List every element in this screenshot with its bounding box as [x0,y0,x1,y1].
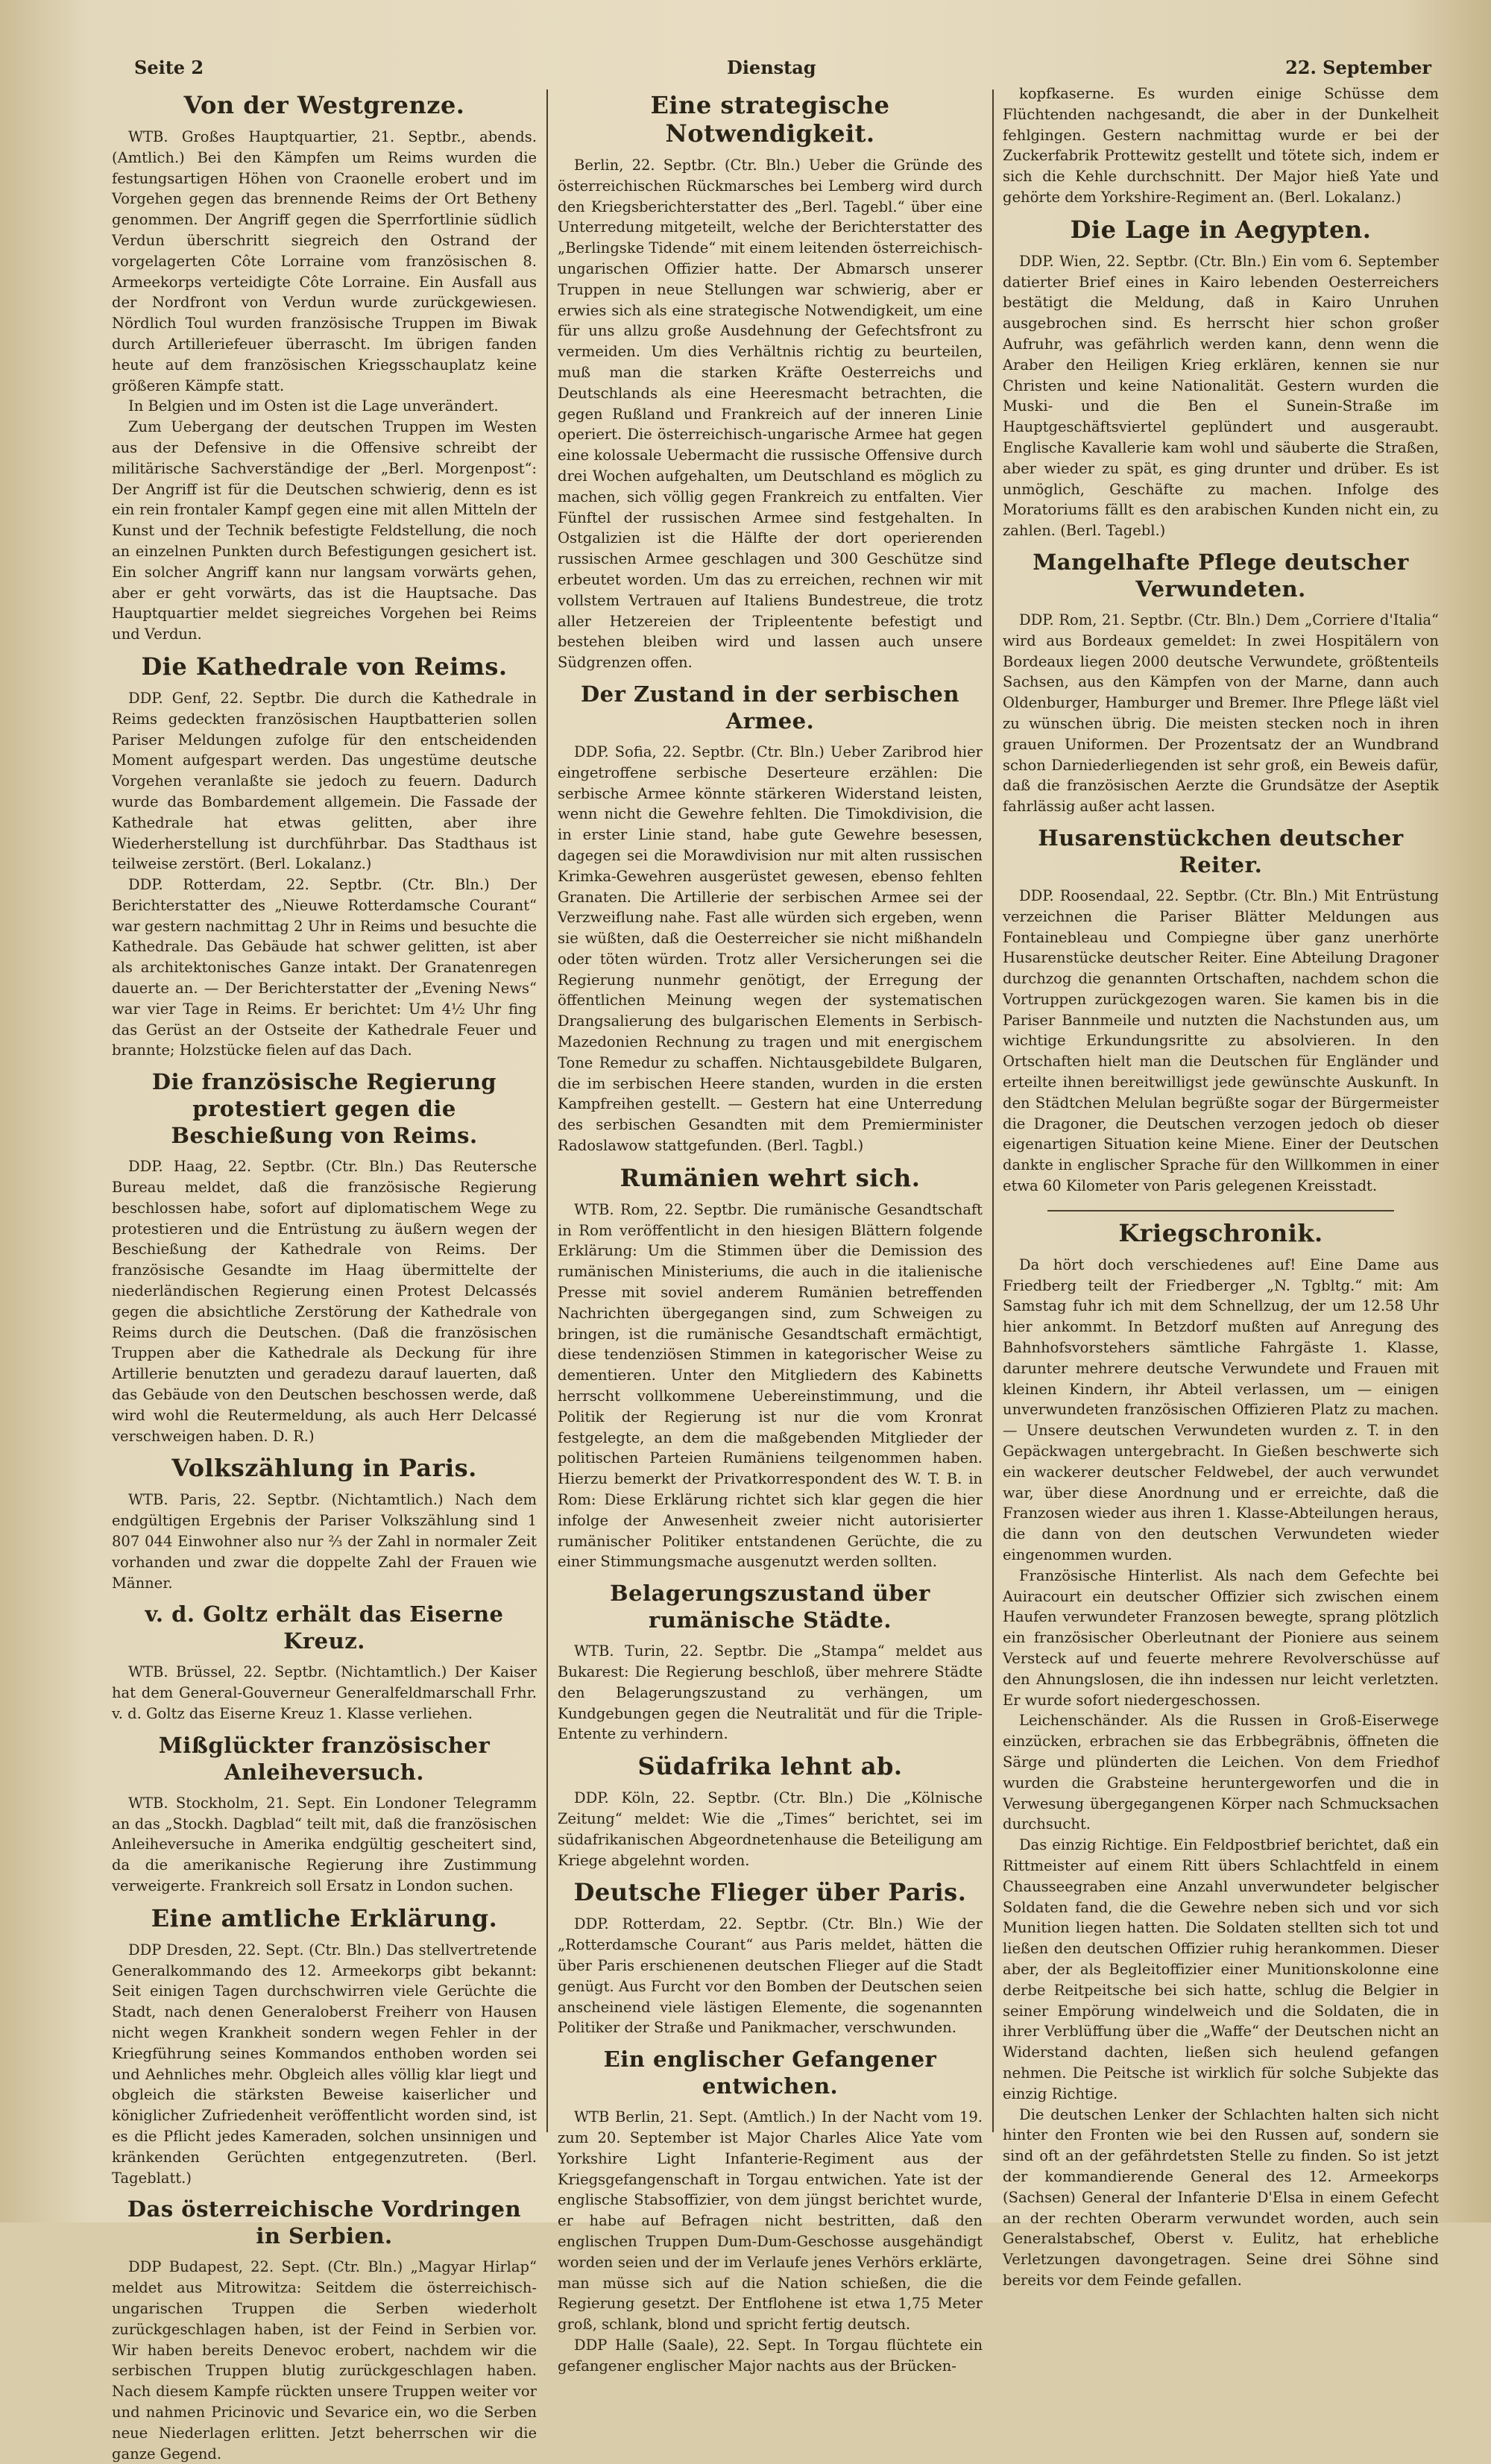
article-paragraph: Die deutschen Lenker der Schlachten halten sich nicht hinter den Fronten wie bei den Russen auf, sondern sie sind oft an der gefährdetsten Stelle zu finden. So ist jetzt der kommandierende General des 12. Armeekorps (Sachsen) General der Infanterie D'Elsa in einem Gefecht an der rechten Oberarm verwundet worden, auch sein Generalstabschef, Oberst v. Eulitz, hat erhebliche Verletzungen davongetragen. Seine drei Söhne sind bereits vor dem Feinde gefallen. [1003,2105,1439,2289]
article [558,1752,983,1871]
article-paragraph: DDP. Rotterdam, 22. Septbr. (Ctr. Bln.) Der Berichterstatter des „Nieuwe Rotterdamsche Courant“ war gestern nachmittag 2 Uhr in Reims und besuchte die Kathedrale. Das Gebäude hat schwer gelitten, ist aber als architektonisches Ganze intakt. Der Granatenregen dauerte an. — Der Berichterstatter der „Evening News“ war vier Tage in Reims. Er berichtet: Um 4½ Uhr fing das Gerüst an der Ostseite der Kathedrale Feuer und brannte; Holzstücke fielen auf das Dach. [112,876,537,1059]
article-paragraph: Französische Hinterlist. Als nach dem Gefechte bei Auiracourt ein deutscher Offizier sich zwischen einem Haufen verwundeter Franzosen bewegte, sprang plötzlich ein französischer Oberleutnant der Pioniere aus seinem Versteck auf und feuerte mehrere Revolverschüsse auf den Ahnungslosen, die ihn indessen nur leicht verletzten. Er wurde sofort niedergeschossen. [1003,1566,1439,1709]
article [112,1454,537,1593]
article-headline: Die Kathedrale von Reims. [141,652,508,681]
article-paragraph: WTB. Großes Hauptquartier, 21. Septbr., abends. (Amtlich.) Bei den Kämpfen um Reims wurden die festungsartigen Höhen von Craonelle erobert und im Vorgehen gegen das brennende Reims der Ort Betheny genommen. Der Angriff gegen die Sperrfortlinie südlich Verdun überschritt siegreich den Ostrand der vorgelagerten Côte Lorraine vom französischen 8. Armeekorps verteidigte Côte Lorraine. Ein Ausfall aus der Nordfront von Verdun wurde zurückgewiesen. Nördlich Toul wurden französische Truppen im Biwak durch Artilleriefeuer überrascht. Im übrigen fanden heute auf dem französischen Kriegsschauplatz keine größeren Kämpfe statt. [112,128,537,394]
article [558,91,983,673]
article-headline: Volkszählung in Paris. [171,1454,477,1483]
article-paragraph: DDP. Wien, 22. Septbr. (Ctr. Bln.) Ein vom 6. September datierter Brief eines in Kairo lebenden Oesterreichers bestätigt die Meldung, daß in Kairo Unruhen ausgebrochen sind. Es herrscht hier schon großer Aufruhr, was gefährlich werden kann, denn wenn die Araber den Heiligen Krieg erklären, kennen sie nur Christen und keine Nationalität. Gestern wurden die Muski- und die Ben el Sunein-Straße im Hauptgeschäftsviertel geplündert und ausgeraubt. Englische Kavallerie kam wohl und säuberte die Straßen, aber wieder zu spät, es ging drunter und drüber. Es ist unmöglich, Geschäfte zu machen. Infolge des Moratoriums fällt es den arabischen Kunden nicht ein, zu zahlen. (Berl. Tagebl.) [1003,252,1439,540]
article [1003,84,1439,208]
article-paragraph: WTB Berlin, 21. Sept. (Amtlich.) In der Nacht vom 19. zum 20. September ist Major Charles Alice Yate vom Yorkshire Light Infanterie-Regiment aus der Kriegsgefangenschaft in Torgau entwichen. Yate ist der englische Stabsoffizier, von dem jüngst berichtet wurde, er habe auf Befragen nicht bestritten, daß den englischen Truppen Dum-Dum-Geschosse ausgehändigt worden seien und der im Verlaufe jenes Verhörs erklärte, man müsse sich auf die Nation schießen, die die Regierung gesetzt. Der Entflohene ist etwa 1,75 Meter groß, schlank, blond und spricht fertig deutsch. [558,2108,983,2334]
article-headline: Mißglückter französischer Anleiheversuch. [158,1732,491,1785]
article-headline: Deutsche Flieger über Paris. [573,1878,967,1907]
article-headline: Das österreichische Vordringen in Serbien. [127,2196,522,2249]
article-headline: Eine strategische Notwendigkeit. [650,91,890,148]
column-2 [558,84,983,2375]
article-paragraph: DDP. Sofia, 22. Septbr. (Ctr. Bln.) Ueber Zaribrod hier eingetroffene serbische Deserteure erzählen: Die serbische Armee könnte stärkeren Widerstand leisten, wenn nicht die Gewehre fehlten. Die Timokdivision, die in erster Linie stand, habe gute Gewehre besessen, dagegen sei die Morawdivision nur mit alten russischen Krimka-Gewehren ausgerüstet gewesen, ebenso fehlten Granaten. Die Artillerie der serbischen Armee sei der Verzweiflung nahe. Fast alle würden sich ergeben, wenn sie wüßten, daß die Oesterreicher sie nicht mißhandeln oder töten würden. Trotz aller Versicherungen sei die Regierung nunmehr genötigt, der Erregung der öffentlichen Meinung wegen der systematischen Drangsalierung des bulgarischen Elements in Serbisch-Mazedonien Rechnung zu tragen und mit energischem Tone Remedur zu schaffen. Nichtausgebildete Bulgaren, die im serbischen Heere standen, wurden in die ersten Kampfreihen gestellt. — Gestern hat eine Unterredung des serbischen Gesandten mit dem Premierminister Radoslawow stattgefunden. (Berl. Tagbl.) [558,743,983,1155]
article-paragraph: DDP Dresden, 22. Sept. (Ctr. Bln.) Das stellvertretende Generalkommando des 12. Armeekorps gibt bekannt: Seit einigen Tagen durchschwirren viele Gerüchte die Stadt, nach denen Generaloberst Freiherr von Hausen nicht wegen Krankheit sondern wegen Fehler in der Kriegführung seines Kommandos enthoben worden sei und Aehnliches mehr. Obgleich alles völlig klar liegt und obgleich die stärksten Beweise kaiserlicher und königlicher Zufriedenheit veröffentlicht worden sind, ist es die Pflicht jedes Kameraden, solchen unsinnigen und kränkenden Gerüchten entgegenzutreten. (Berl. Tageblatt.) [112,1941,537,2187]
article-paragraph: WTB. Paris, 22. Septbr. (Nichtamtlich.) Nach dem endgültigen Ergebnis der Pariser Volkszählung sind 1 807 044 Einwohner also nur ²⁄₃ der Zahl in normaler Zeit vorhanden und zwar die doppelte Zahl der Frauen wie Männer. [112,1491,537,1592]
column-rule [992,89,994,2132]
column-3 [1003,84,1439,2289]
article [1003,215,1439,541]
article [1003,825,1439,1197]
article [112,91,537,645]
article-paragraph: WTB. Brüssel, 22. Septbr. (Nichtamtlich.) Der Kaiser hat dem General-Gouverneur Generalfeldmarschall Frhr. v. d. Goltz das Eiserne Kreuz 1. Klasse verliehen. [112,1663,537,1722]
article-headline: v. d. Goltz erhält das Eiserne Kreuz. [145,1601,504,1654]
article-paragraph: Da hört doch verschiedenes auf! Eine Dame aus Friedberg teilt der Friedberger „N. Tgbltg.“ mit: Am Samstag fuhr ich mit dem Schnellzug, der um 12.58 Uhr hier ankommt. In Betzdorf mußten auf Anregung des Bahnhofsvorstehers sämtliche Fahrgäste 1. Klasse, darunter mehrere deutsche Verwundete und Frauen mit kleinen Kindern, ihr Abteil verlassen, um — einigen unverwundeten französischen Offizieren Platz zu machen. — Unsere deutschen Verwundeten wurden z. T. in den Gepäckwagen untergebracht. In Gießen beschwerte sich ein wackerer deutscher Feldwebel, der auch verwundet war, über diese Anordnung und er erreichte, daß die Franzosen wieder aus ihren 1. Klasse-Abteilungen heraus, die dann von den deutschen Verwundeten wieder eingenommen wurden. [1003,1255,1439,1564]
article-headline: Mangelhafte Pflege deutscher Verwundeten. [1033,549,1409,602]
article-paragraph: Zum Uebergang der deutschen Truppen im Westen aus der Defensive in die Offensive schreibt der militärische Sachverständige der „Berl. Morgenpost“: Der Angriff ist für die Deutschen schwierig, denn es ist ein rein frontaler Kampf gegen eine mit allen Mitteln der Kunst und der Technik befestigte Feldstellung, die noch an einzelnen Punkten durch Befestigungen gesichert ist. Ein solcher Angriff kann nur langsam vorwärts gehen, aber er geht vorwärts, das ist die Hauptsache. Das Hauptquartier meldet siegreiches Vorgehen bei Reims und Verdun. [112,418,537,643]
article-paragraph: WTB. Stockholm, 21. Sept. Ein Londoner Telegramm an das „Stockh. Dagblad“ teilt mit, daß die französischen Anleiheversuche in Amerika endgültig gescheitert sind, da die amerikanische Regierung ihre Zustimmung verweigerte. Frankreich soll Ersatz in London suchen. [112,1794,537,1894]
article-headline: Belagerungszustand über rumänische Städte. [610,1581,930,1633]
article-paragraph: WTB. Rom, 22. Septbr. Die rumänische Gesandtschaft in Rom veröffentlicht in den hiesigen Blättern folgende Erklärung: Um die Stimmen über die Demission des rumänischen Ministeriums, die auch in die italienische Presse mit soviel anderem Rumänien betreffenden Nachrichten übergegangen sind, zum Schweigen zu bringen, ist die rumänische Gesandtschaft ermächtigt, diese tendenziösen Stimmen in kategorischer Weise zu dementieren. Unter den Mitgliedern des Kabinetts herrscht vollkommene Uebereinstimmung, und die Politik der Regierung ist nur die vom Kronrat festgelegte, an dem die maßgebenden Mitglieder der politischen Parteien Rumäniens teilgenommen haben. Hierzu bemerkt der Privatkorrespondent des W. T. B. in Rom: Diese Erklärung richtet sich klar gegen die hier infolge der Anwesenheit zweier nicht autorisierter rumänischer Politiker entstandenen Gerüchte, die zu einer Stimmungsmache ausgenutzt werden sollten. [558,1200,983,1571]
article [112,1904,537,2189]
article-paragraph: DDP. Rom, 21. Septbr. (Ctr. Bln.) Dem „Corriere d'Italia“ wird aus Bordeaux gemeldet: In zwei Hospitälern von Bordeaux liegen 2000 deutsche Verwundete, größtenteils Sachsen, aus den Kämpfen von der Marne, dann auch Oldenburger, Hamburger und Bremer. Ihre Pflege läßt viel zu wünschen übrig. Die meisten stecken noch in ihren grauen Uniformen. Der Prozentsatz der an Wundbrand schon Darniederliegenden ist sehr groß, ein Beweis dafür, daß die französischen Aerzte die Grundsätze der Aseptik fahrlässig außer acht lassen. [1003,611,1439,816]
article-paragraph: DDP. Roosendaal, 22. Septbr. (Ctr. Bln.) Mit Entrüstung verzeichnen die Pariser Blätter Meldungen aus Fontainebleau und Compiegne über ganz unerhörte Husarenstücke deutscher Reiter. Eine Abteilung Dragoner durchzog die genannten Ortschaften, nachdem schon die Vortruppen zurückgezogen waren. Sie kamen bis in die Pariser Bannmeile und nutzten die Nachstunden aus, um wichtige Erkundungsritte zu absolvieren. In den Ortschaften hielt man die Deutschen für Engländer und erteilte ihnen bereitwilligst jede gewünschte Auskunft. In den Städtchen Melulan begrüßte sogar der Bürgermeister die Dragoner, die Deutschen verzogen jedoch ob dieser eigenartigen Situation keine Miene. Einer der Deutschen dankte in englischer Sprache für den Willkommen in einer etwa 60 Kilometer von Paris gelegenen Kreisstadt. [1003,886,1439,1195]
column-1 [112,84,537,2463]
article-paragraph: DDP. Köln, 22. Septbr. (Ctr. Bln.) Die „Kölnische Zeitung“ meldet: Wie die „Times“ berichtet, sei im südafrikanischen Abgeordnetenhause die Beteiligung am Kriege abgelehnt worden. [558,1789,983,1869]
article-headline: Kriegschronik. [1118,1218,1323,1247]
article-paragraph: DDP Budapest, 22. Sept. (Ctr. Bln.) „Magyar Hirlap“ meldet aus Mitrowitza: Seitdem die österreichisch-ungarischen Truppen die Serben wiederholt zurückgeschlagen haben, ist der Feind in Serbien vor. Wir haben bereits Denevoc erobert, nachdem wir die serbischen Truppen blutig zurückgeschlagen haben. Nach diesem Kampfe rückten unsere Truppen weiter vor und nahmen Pricinovic und Sevarice ein, wo die Serben neue Niederlagen erlitten. Jetzt beherrschen wir die ganze Gegend. [112,2258,537,2463]
article-headline: Die Lage in Aegypten. [1070,215,1372,244]
issue-date: 22. September [1285,57,1431,78]
article-headline: Südafrika lehnt ab. [637,1752,903,1781]
article [112,652,537,1061]
article-paragraph: Leichenschänder. Als die Russen in Groß-Eiserwege einzücken, erbrachen sie das Erbbegräbnis, öffneten die Särge und plünderten die Leichen. Von dem Friedhof wurden die Grabsteine heruntergeworfen und die in Verwesung übergegangenen Körper nach Schmucksachen durchsucht. [1003,1712,1439,1833]
article [558,1878,983,2038]
article-paragraph: DDP. Genf, 22. Septbr. Die durch die Kathedrale in Reims gedeckten französischen Hauptbatterien sollen Pariser Meldungen zufolge für den entscheidenden Moment aufgespart werden. Das ungestüme deutsche Vorgehen veranlaßte sie jedoch zu feuern. Dadurch wurde das Bombardement allgemein. Die Fassade der Kathedrale hat etwas gelitten, aber ihre Wiederherstellung ist durchführbar. Das Stadthaus ist teilweise zerstört. (Berl. Lokalanz.) [112,689,537,873]
section-divider [1047,1210,1394,1211]
article [112,1601,537,1724]
article [558,1164,983,1572]
article-paragraph: kopfkaserne. Es wurden einige Schüsse dem Flüchtenden nachgesandt, die aber in der Dunkelheit fehlgingen. Gestern nachmittag wurde er bei der Zuckerfabrik Prottewitz gestellt und tötete sich, indem er sich die Kehle durchschnitt. Der Major hieß Yate und gehörte dem Yorkshire-Regiment an. (Berl. Lokalanz.) [1003,85,1439,206]
article [1003,549,1439,817]
article [558,681,983,1156]
article [1003,1210,1439,2291]
article [112,1068,537,1446]
article-headline: Ein englischer Gefangener entwichen. [603,2046,937,2099]
article-headline: Die französische Regierung protestiert gegen die Beschießung von Reims. [151,1069,497,1149]
article-paragraph: Berlin, 22. Septbr. (Ctr. Bln.) Ueber die Gründe des österreichischen Rückmarsches bei Lemberg wird durch den Kriegsberichterstatter des „Berl. Tagebl.“ über eine Unterredung mitgeteilt, welche der Berichterstatter des „Berlingske Tidende“ mit einem leitenden österreichisch-ungarischen Offizier hatte. Der Abmarsch unserer Truppen in neue Stellungen war schwierig, aber er erwies sich als eine strategische Notwendigkeit, um eine für uns allzu große Ausdehnung der Gefechtsfront zu vermeiden. Um dies Verhältnis richtig zu beurteilen, muß man die starken Kräfte Oesterreichs und Deutschlands als eine Heeresmacht betrachten, die gegen Rußland und Frankreich auf der inneren Linie operiert. Die österreichisch-ungarische Armee hat gegen eine kolossale Uebermacht die russische Offensive durch drei Wochen aufgehalten, um Deutschland es möglich zu machen, sich völlig gegen Frankreich zu entfalten. Vier Fünftel der russischen Armee sind festgehalten. In Ostgalizien ist die Hälfte der dort operierenden russischen Armee geschlagen und 300 Geschütze sind erbeutet worden. Um das zu erreichen, rechnen wir mit vollstem Vertrauen auf Italiens Bundestreue, die trotz aller Hetzereien der Tripleentente befestigt und bestehen bleiben wird und lassen auch unsere Südgrenzen offen. [558,157,983,672]
weekday: Dienstag [727,57,816,78]
article-paragraph: DDP Halle (Saale), 22. Sept. In Torgau flüchtete ein gefangener englischer Major nachts aus der Brücken- [558,2336,983,2375]
article-headline: Eine amtliche Erklärung. [151,1903,498,1932]
article [558,1580,983,1745]
article-paragraph: WTB. Turin, 22. Septbr. Die „Stampa“ meldet aus Bukarest: Die Regierung beschloß, über mehrere Städte den Belagerungszustand zu verhängen, um Kundgebungen gegen die Neutralität und für die Triple-Entente zu verhindern. [558,1642,983,1743]
page-header [112,54,1431,84]
article-headline: Husarenstückchen deutscher Reiter. [1038,825,1404,877]
article-paragraph: DDP. Haag, 22. Septbr. (Ctr. Bln.) Das Reutersche Bureau meldet, daß die französische Regierung beschlossen habe, sofort auf diplomatischem Wege zu protestieren und die Entrüstung zu äußern wegen der Beschießung der Kathedrale von Reims. Der französische Gesandte im Haag übermittelte der niederländischen Regierung einen Protest Delcassés gegen die absichtliche Zerstörung der Kathedrale von Reims durch die Deutschen. (Daß die französischen Truppen aber die Kathedrale als Deckung für ihre Artillerie benutzten und geradezu darauf lauerten, daß das Gebäude von den Deutschen beschossen werde, daß wird wohl die Reutermeldung, als auch Herr Delcassé verschweigen haben. D. R.) [112,1158,537,1445]
article-headline: Von der Westgrenze. [183,91,465,119]
article-paragraph: Das einzig Richtige. Ein Feldpostbrief berichtet, daß ein Rittmeister auf einem Ritt übers Schlachtfeld in einem Chausseegraben eine Anzahl unverwundeter belgischer Soldaten fand, die die Gewehre neben sich und vor sich Munition liegen hatten. Die Soldaten stellten sich tot und ließen den deutschen Offizier ruhig herankommen. Dieser aber, der als Begleitoffizier einer Munitionskolonne eine derbe Reitpeitsche bei sich hatte, schlug die Belgier in seiner Empörung windelweich und die Soldaten, die in ihrer Verblüffung über die „Waffe“ der Deutschen nicht an Widerstand dachten, ließen sich heulend gefangen nehmen. Die Peitsche ist wirklich für solche Subjekte das einzig Richtige. [1003,1836,1439,2102]
page-number: Seite 2 [134,57,204,78]
article-headline: Rumänien wehrt sich. [620,1163,921,1192]
article [112,1732,537,1897]
article-paragraph: DDP. Rotterdam, 22. Septbr. (Ctr. Bln.) Wie der „Rotterdamsche Courant“ aus Paris meldet, hätten die über Paris erschienenen deutschen Flieger auf die Stadt genügt. Aus Furcht vor den Bomben der Deutschen seien anscheinend viele lästigen Elemente, die sogenannten Politiker der Straße und Panikmacher, verschwunden. [558,1915,983,2037]
article-paragraph: In Belgien und im Osten ist die Lage unverändert. [128,397,499,415]
column-rule [546,89,548,2132]
article [558,2046,983,2376]
article-headline: Der Zustand in der serbischen Armee. [581,681,959,734]
article [112,2196,537,2464]
